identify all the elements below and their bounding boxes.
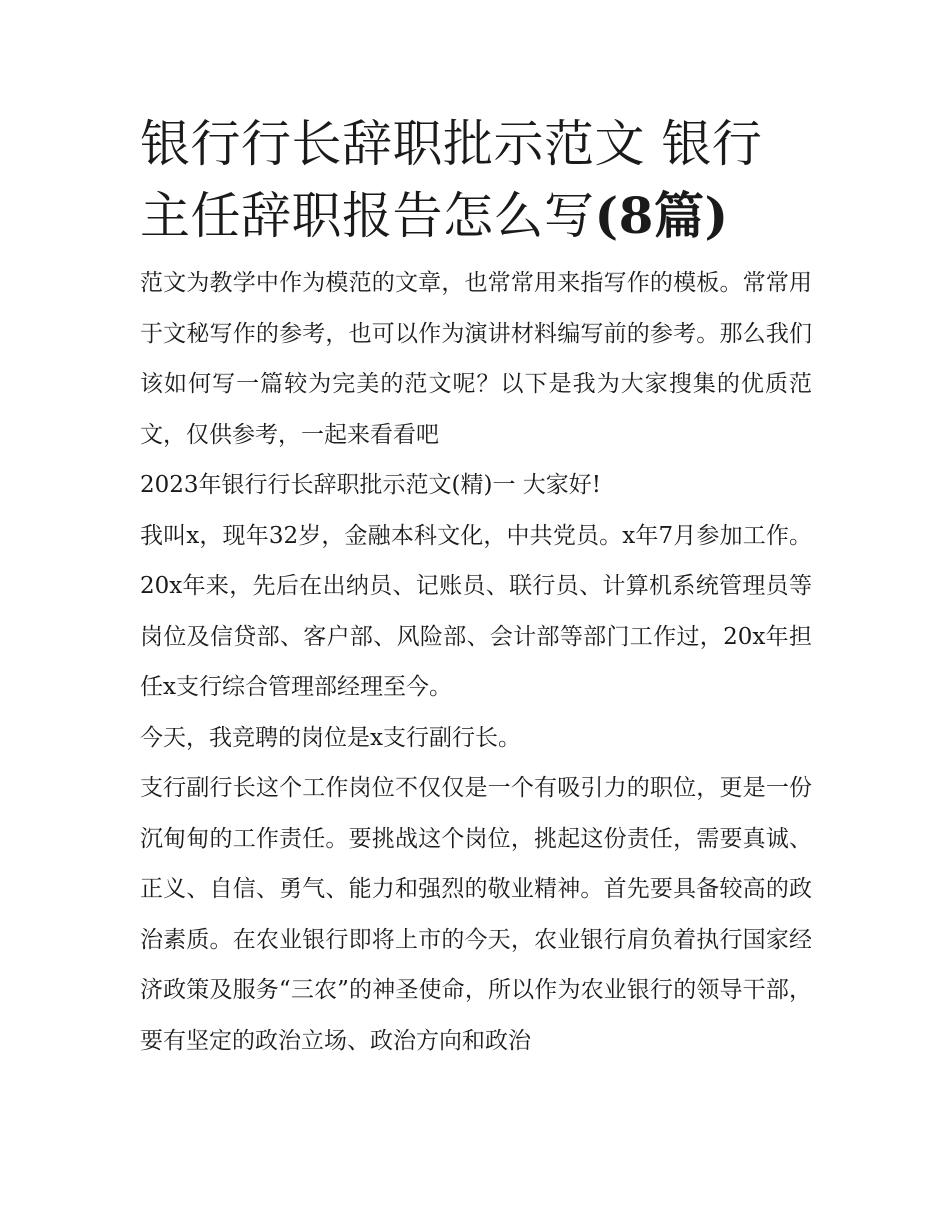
- title-suffix-text: (8篇): [594, 186, 729, 245]
- section-heading-line: 2023年银行行长辞职批示范文(精)一 大家好!: [140, 472, 602, 498]
- title-main-text: 银行行长辞职批示范文 银行主任辞职报告怎么写: [140, 115, 763, 245]
- position-paragraph: 今天，我竞聘的岗位是x支行副行长。: [140, 724, 521, 751]
- document-title: [140, 108, 812, 252]
- document-page: [140, 108, 812, 1066]
- intro-paragraph: 范文为教学中作为模范的文章，也常常用来指写作的模板。常常用于文秘写作的参考，也可以作为演讲材料编写前的参考。那么我们该如何写一篇较为完美的范文呢？以下是我为大家搜集的优质范文，仅供参考，一起来看看吧: [140, 270, 812, 448]
- self-introduction-paragraph: 我叫x，现年32岁，金融本科文化，中共党员。x年7月参加工作。20x年来，先后在出纳员、记账员、联行员、计算机系统管理员等岗位及信贷部、客户部、风险部、会计部等部门工作过，20x年担任x支行综合管理部经理至今。: [140, 522, 812, 700]
- responsibility-paragraph: 支行副行长这个工作岗位不仅仅是一个有吸引力的职位，更是一份沉甸甸的工作责任。要挑战这个岗位，挑起这份责任，需要真诚、正义、自信、勇气、能力和强烈的敬业精神。首先要具备较高的政治素质。在农业银行即将上市的今天，农业银行肩负着执行国家经济政策及服务“三农”的神圣使命，所以作为农业银行的领导干部，要有坚定的政治立场、政治方向和政治: [140, 775, 812, 1054]
